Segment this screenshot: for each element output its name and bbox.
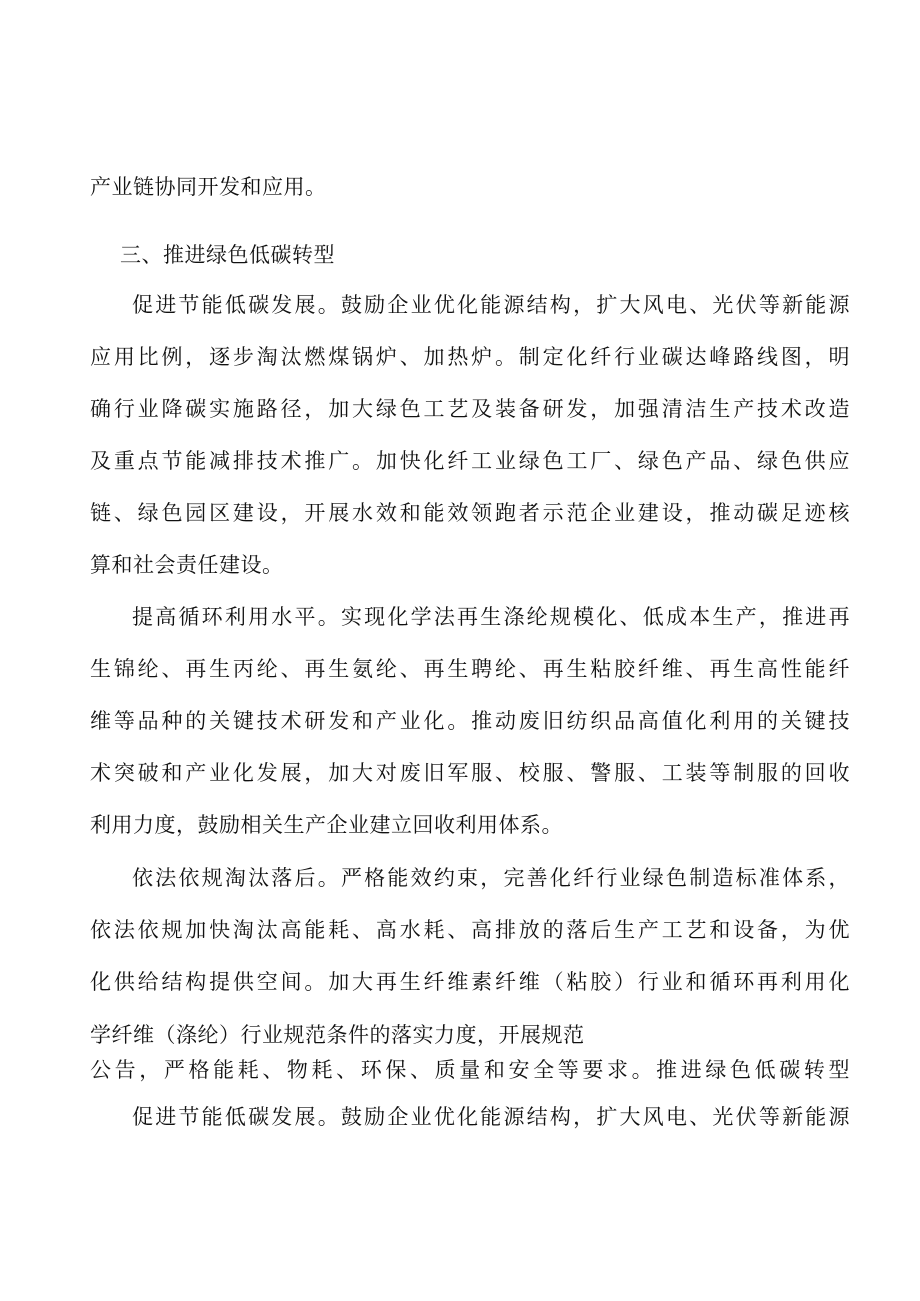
text-line: 依法依规加快淘汰高能耗、高水耗、高排放的落后生产工艺和设备，为优 [90, 918, 850, 942]
text-line: 链、绿色园区建设，开展水效和能效领跑者示范企业建设，推动碳足迹核 [90, 501, 850, 525]
section-heading: 三、推进绿色低碳转型 [120, 243, 335, 267]
text-line: 生锦纶、再生丙纶、再生氨纶、再生聘纶、再生粘胶纤维、再生高性能纤 [90, 657, 850, 681]
text-line: 术突破和产业化发展，加大对废旧军服、校服、警服、工装等制服的回收 [90, 761, 850, 785]
text-line: 算和社会责任建设。 [90, 553, 284, 577]
text-line: 公告，严格能耗、物耗、环保、质量和安全等要求。推进绿色低碳转型 [90, 1058, 850, 1082]
text-line: 促进节能低碳发展。鼓励企业优化能源结构，扩大风电、光伏等新能源 [132, 293, 850, 317]
text-line: 促进节能低碳发展。鼓励企业优化能源结构，扩大风电、光伏等新能源 [132, 1105, 850, 1129]
text-line: 及重点节能减排技术推广。加快化纤工业绿色工厂、绿色产品、绿色供应 [90, 449, 850, 473]
text-line: 学纤维（涤纶）行业规范条件的落实力度，开展规范 [90, 1023, 585, 1047]
text-line: 利用力度，鼓励相关生产企业建立回收利用体系。 [90, 813, 563, 837]
text-line: 依法依规淘汰落后。严格能效约束，完善化纤行业绿色制造标准体系， [132, 866, 850, 890]
text-line: 化供给结构提供空间。加大再生纤维素纤维（粘胶）行业和循环再利用化 [90, 970, 850, 994]
text-line: 产业链协同开发和应用。 [90, 175, 327, 199]
text-line: 提高循环利用水平。实现化学法再生涤纶规模化、低成本生产，推进再 [132, 605, 850, 629]
text-line: 确行业降碳实施路径，加大绿色工艺及装备研发，加强清洁生产技术改造 [90, 397, 850, 421]
text-line: 应用比例，逐步淘汰燃煤锅炉、加热炉。制定化纤行业碳达峰路线图，明 [90, 345, 850, 369]
text-line: 维等品种的关键技术研发和产业化。推动废旧纺织品高值化利用的关键技 [90, 709, 850, 733]
